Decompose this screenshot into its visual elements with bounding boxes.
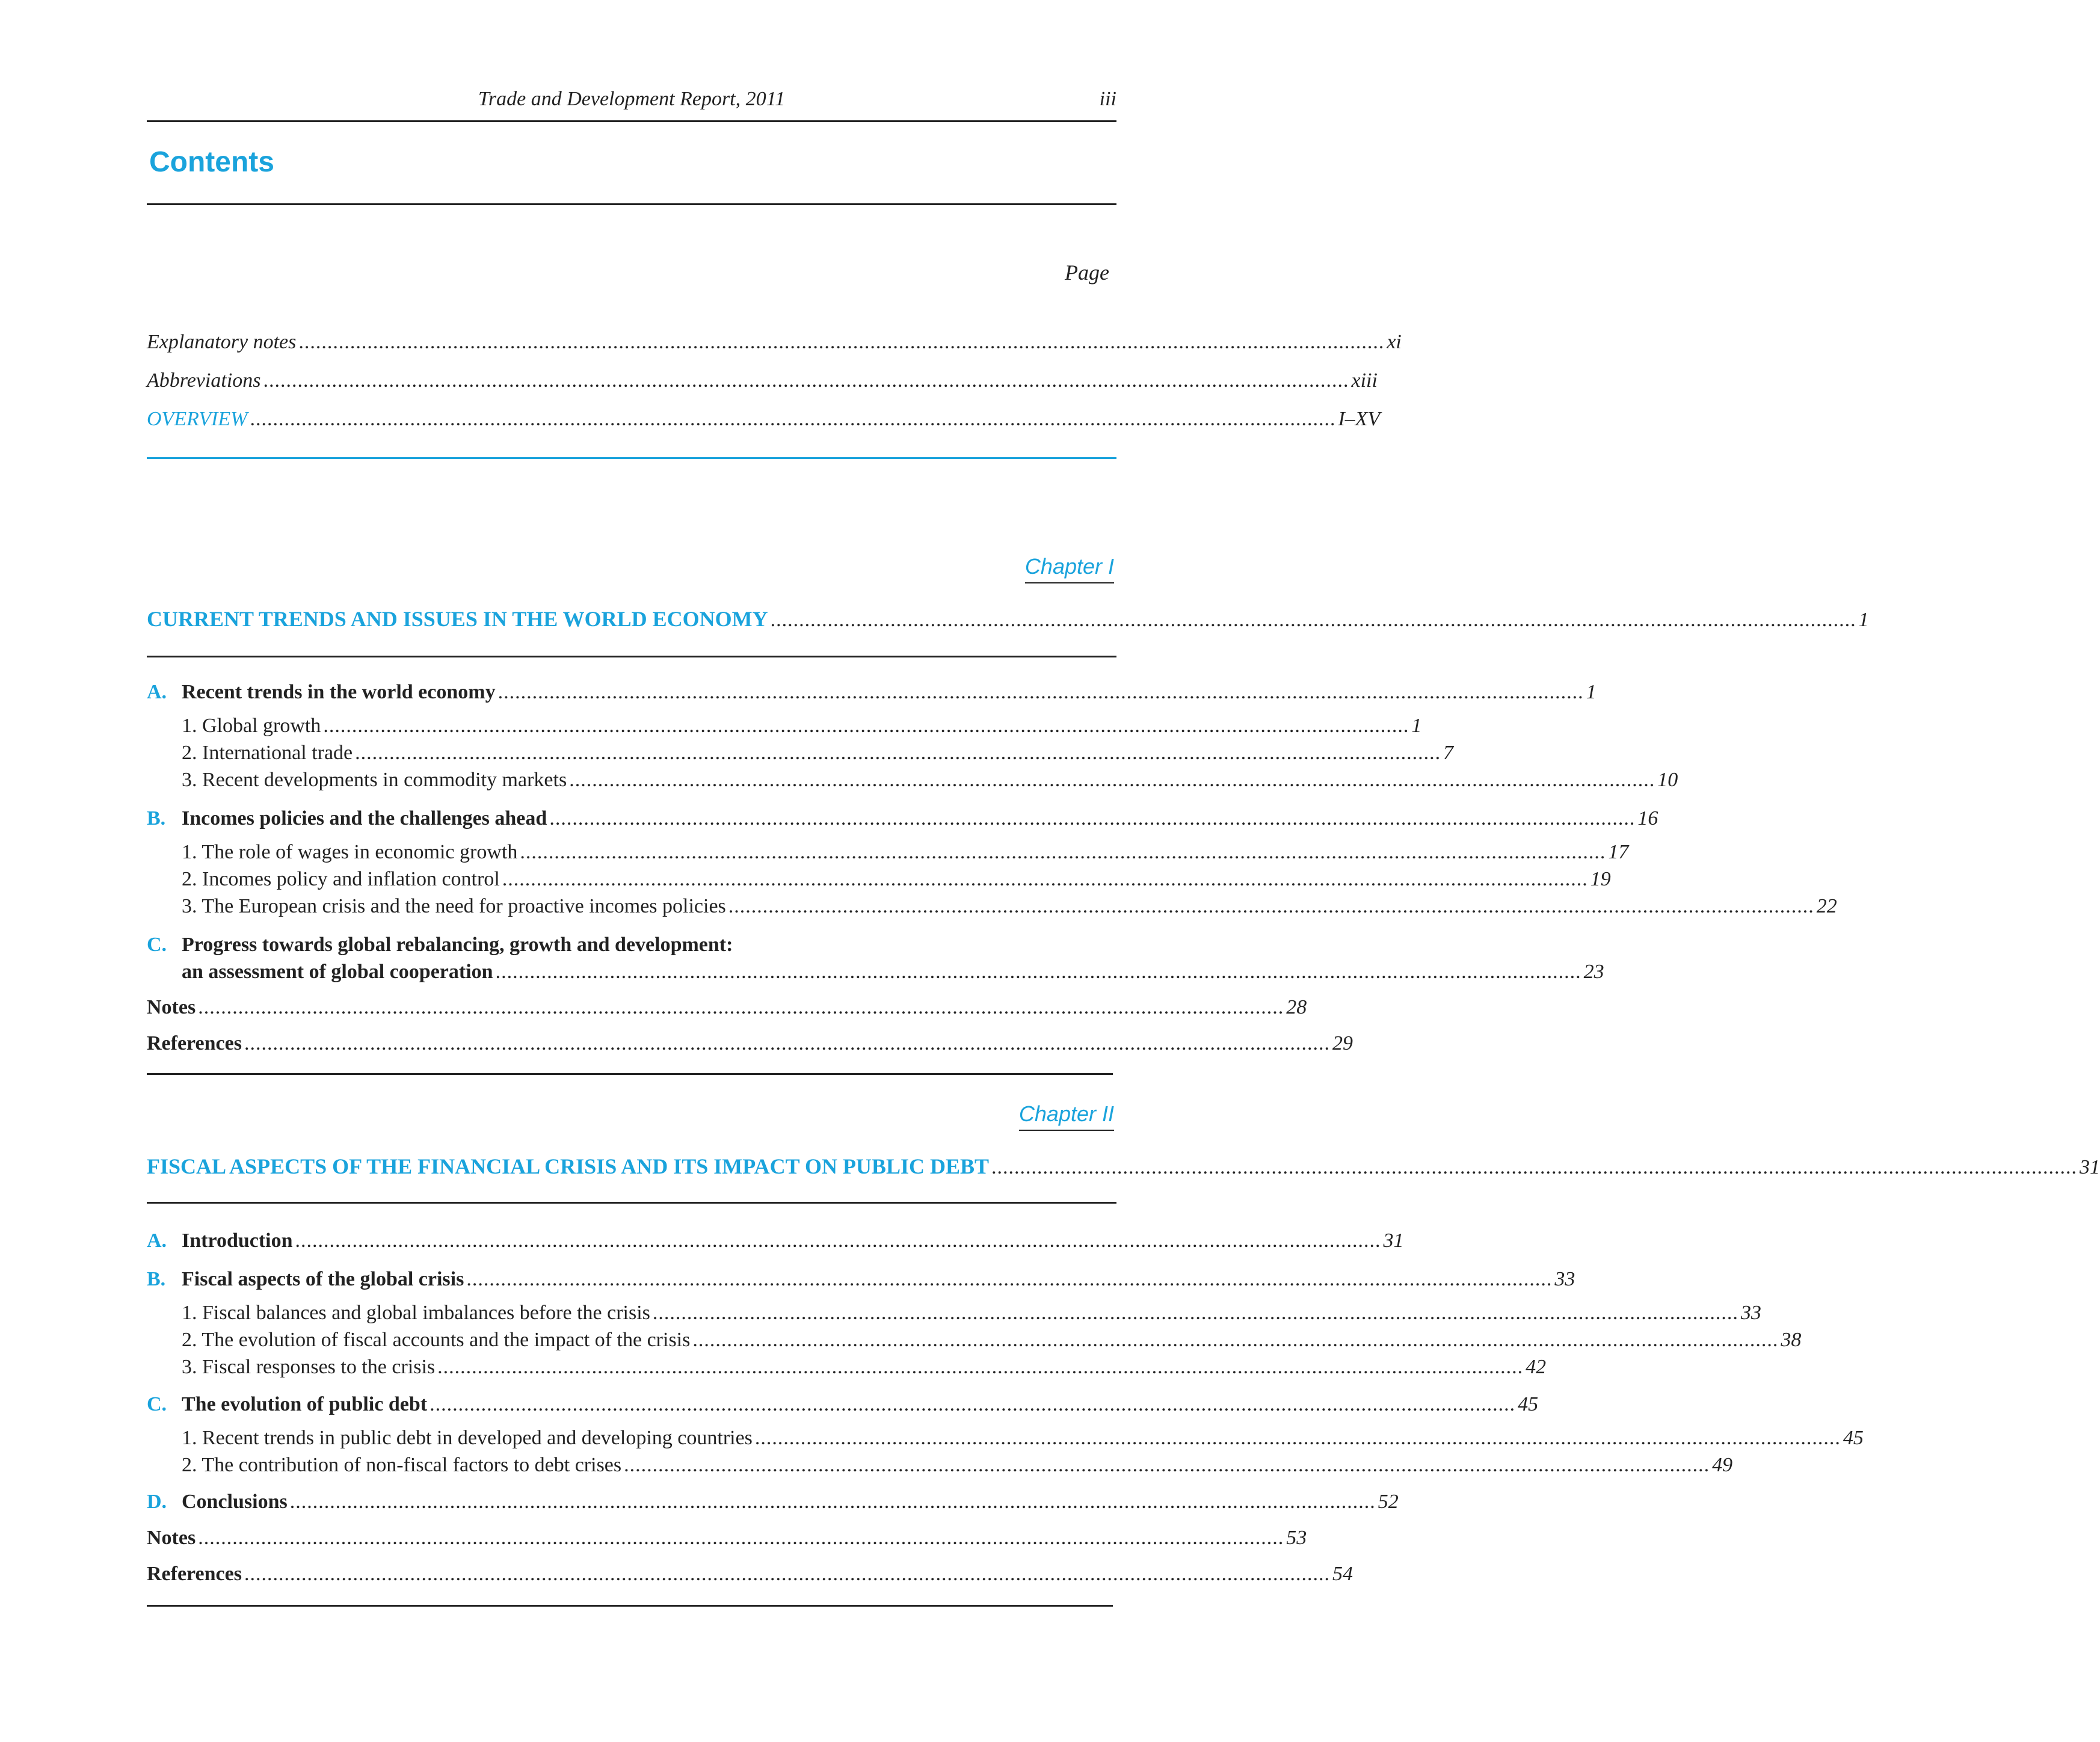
chapter-tag-1: Chapter I xyxy=(1025,552,1114,583)
dot-leader: .............................................................................................................................................................................................. xyxy=(198,1527,1284,1549)
dot-leader: .............................................................................................................................................................................................. xyxy=(244,1032,1330,1054)
dot-leader: .............................................................................................................................................................................................. xyxy=(295,1230,1381,1252)
toc-section-2d[interactable]: D. Conclusions .............................................................................................................................................................................................. 52 xyxy=(147,1488,1113,1516)
dot-leader: .............................................................................................................................................................................................. xyxy=(991,1156,2077,1178)
chapter1-end-rule xyxy=(147,1073,1113,1075)
page-column-label: Page xyxy=(1065,260,1109,285)
running-head xyxy=(147,84,1116,114)
dot-leader: .............................................................................................................................................................................................. xyxy=(497,681,1584,703)
toc-item-1b2[interactable]: 2. Incomes policy and inflation control .............................................................................................................................................................................................. 19 xyxy=(182,866,1113,893)
toc-section-2a[interactable]: A. Introduction .............................................................................................................................................................................................. 31 xyxy=(147,1227,1113,1255)
dot-leader: .............................................................................................................................................................................................. xyxy=(289,1491,1376,1513)
dot-leader: .............................................................................................................................................................................................. xyxy=(244,1563,1330,1585)
toc-references-1[interactable]: References .............................................................................................................................................................................................. 29 xyxy=(147,1030,1113,1057)
toc-references-2[interactable]: References .............................................................................................................................................................................................. 54 xyxy=(147,1560,1113,1588)
header-rule xyxy=(147,120,1116,122)
dot-leader: .............................................................................................................................................................................................. xyxy=(624,1454,1710,1476)
chapter-tag-2: Chapter II xyxy=(1019,1100,1114,1131)
toc-section-1a[interactable]: A. Recent trends in the world economy .............................................................................................................................................................................................. 1 xyxy=(147,679,1113,706)
dot-leader: .............................................................................................................................................................................................. xyxy=(502,868,1588,890)
toc-item-1a2[interactable]: 2. International trade .............................................................................................................................................................................................. 7 xyxy=(182,739,1113,767)
running-title: Trade and Development Report, 2011 xyxy=(478,88,786,110)
chapter-title-1[interactable]: CURRENT TRENDS AND ISSUES IN THE WORLD ECONOMY .............................................................................................................................................................................................. 1 xyxy=(147,605,1113,634)
dot-leader: .............................................................................................................................................................................................. xyxy=(198,996,1284,1018)
dot-leader: .............................................................................................................................................................................................. xyxy=(298,331,1385,353)
toc-entry-explanatory-notes[interactable]: Explanatory notes .............................................................................................................................................................................................. xi xyxy=(147,328,1113,356)
toc-entry-overview[interactable]: OVERVIEW .............................................................................................................................................................................................. I–XV xyxy=(147,405,1113,433)
dot-leader: .............................................................................................................................................................................................. xyxy=(770,609,1856,631)
dot-leader: .............................................................................................................................................................................................. xyxy=(520,841,1606,863)
dot-leader: .............................................................................................................................................................................................. xyxy=(754,1427,1841,1449)
toc-section-2c[interactable]: C. The evolution of public debt .............................................................................................................................................................................................. 45 xyxy=(147,1391,1113,1418)
dot-leader: .............................................................................................................................................................................................. xyxy=(652,1302,1738,1324)
dot-leader: .............................................................................................................................................................................................. xyxy=(569,769,1655,791)
page-folio: iii xyxy=(1099,88,1116,110)
toc-item-2c2[interactable]: 2. The contribution of non-fiscal factors to debt crises .............................................................................................................................................................................................. 49 xyxy=(182,1451,1113,1479)
toc-section-2b[interactable]: B. Fiscal aspects of the global crisis .............................................................................................................................................................................................. 33 xyxy=(147,1266,1113,1293)
chapter-title-2[interactable]: FISCAL ASPECTS OF THE FINANCIAL CRISIS AND ITS IMPACT ON PUBLIC DEBT .............................................................................................................................................................................................. 31 xyxy=(147,1153,1113,1181)
toc-section-1c-cont[interactable]: an assessment of global cooperation .............................................................................................................................................................................................. 23 xyxy=(182,958,1113,986)
dot-leader: .............................................................................................................................................................................................. xyxy=(466,1268,1553,1290)
toc-item-2b3[interactable]: 3. Fiscal responses to the crisis .............................................................................................................................................................................................. 42 xyxy=(182,1353,1113,1381)
toc-entry-abbreviations[interactable]: Abbreviations .............................................................................................................................................................................................. xiii xyxy=(147,367,1113,395)
title-rule xyxy=(147,203,1116,205)
page-title: Contents xyxy=(149,146,274,178)
dot-leader: .............................................................................................................................................................................................. xyxy=(495,961,1581,983)
front-matter-rule xyxy=(147,457,1116,459)
dot-leader: .............................................................................................................................................................................................. xyxy=(728,895,1814,917)
toc-notes-2[interactable]: Notes .............................................................................................................................................................................................. 53 xyxy=(147,1524,1113,1552)
toc-item-1b3[interactable]: 3. The European crisis and the need for proactive incomes policies .............................................................................................................................................................................................. 22 xyxy=(182,893,1113,920)
dot-leader: .............................................................................................................................................................................................. xyxy=(549,807,1636,829)
chapter2-rule xyxy=(147,1202,1116,1204)
toc-notes-1[interactable]: Notes .............................................................................................................................................................................................. 28 xyxy=(147,994,1113,1021)
toc-section-1c[interactable]: C. Progress towards global rebalancing, growth and development: xyxy=(147,934,733,956)
dot-leader: .............................................................................................................................................................................................. xyxy=(263,369,1349,392)
dot-leader: .............................................................................................................................................................................................. xyxy=(437,1356,1524,1378)
toc-item-1a3[interactable]: 3. Recent developments in commodity markets .............................................................................................................................................................................................. 10 xyxy=(182,766,1113,794)
dot-leader: .............................................................................................................................................................................................. xyxy=(692,1329,1779,1351)
dot-leader: .............................................................................................................................................................................................. xyxy=(430,1393,1516,1415)
toc-item-2c1[interactable]: 1. Recent trends in public debt in developed and developing countries .............................................................................................................................................................................................. 45 xyxy=(182,1424,1113,1452)
toc-item-2b1[interactable]: 1. Fiscal balances and global imbalances before the crisis .............................................................................................................................................................................................. 33 xyxy=(182,1299,1113,1327)
toc-section-1b[interactable]: B. Incomes policies and the challenges ahead .............................................................................................................................................................................................. 16 xyxy=(147,805,1113,833)
toc-item-1a1[interactable]: 1. Global growth .............................................................................................................................................................................................. 1 xyxy=(182,712,1113,740)
chapter2-end-rule xyxy=(147,1605,1113,1607)
dot-leader: .............................................................................................................................................................................................. xyxy=(250,408,1336,430)
dot-leader: .............................................................................................................................................................................................. xyxy=(355,742,1441,764)
dot-leader: .............................................................................................................................................................................................. xyxy=(323,715,1409,737)
toc-item-1b1[interactable]: 1. The role of wages in economic growth .............................................................................................................................................................................................. 17 xyxy=(182,839,1113,866)
toc-item-2b2[interactable]: 2. The evolution of fiscal accounts and the impact of the crisis .............................................................................................................................................................................................. 38 xyxy=(182,1326,1113,1354)
chapter1-rule xyxy=(147,656,1116,657)
